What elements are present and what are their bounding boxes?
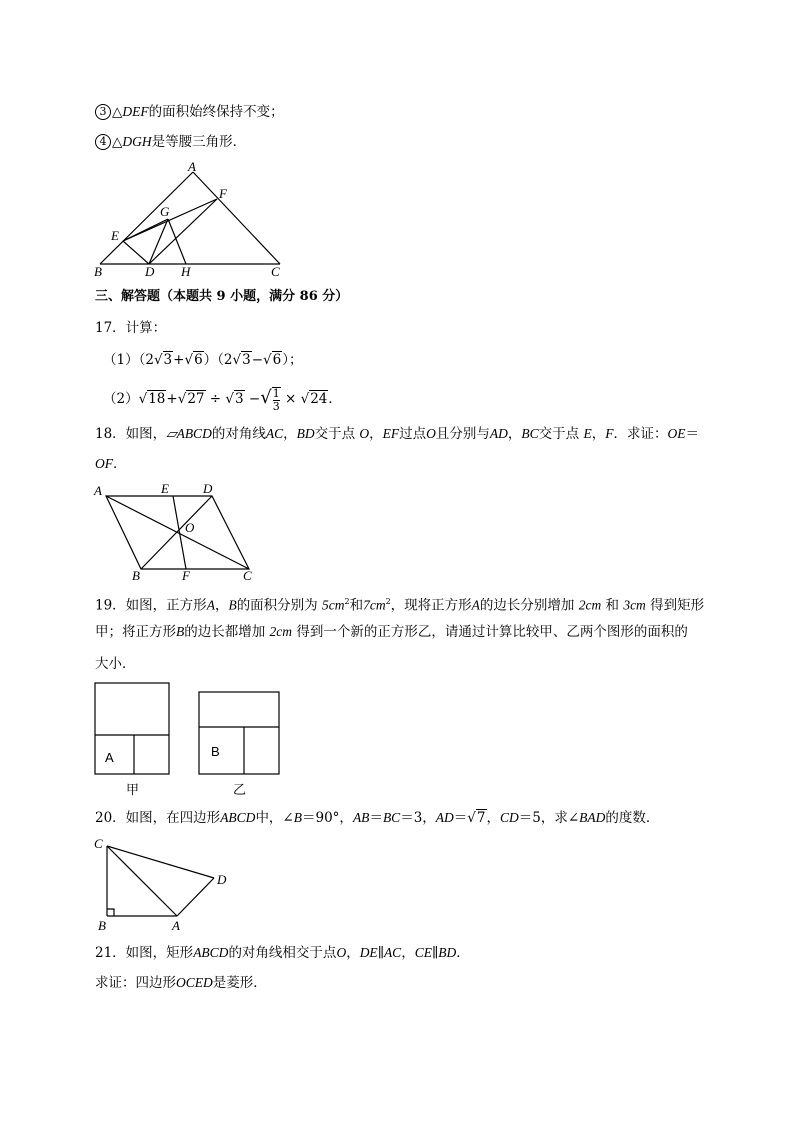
q17-part1: （1）（2√3+√6）（2√3−√6）； [103,352,303,368]
item-3: 3 △DEF的面积始终保持不变； [95,102,284,122]
q19-line3: 大小． [95,656,136,672]
label-C: C [94,836,103,851]
quadrilateral-figure-q20 [90,834,250,934]
label-E: E [161,481,169,496]
label-A: A [172,918,180,933]
rectangle-figures-q19 [90,678,290,800]
q19-line2: 甲；将正方形B的边长都增加 2cm 得到一个新的正方形乙，请通过计算比较甲、乙两个图形的面积的 [95,624,688,640]
q18-line2: OF． [95,456,127,472]
triangle-name: DEF [122,104,149,119]
q21-line1: 21．如图，矩形ABCD的对角线相交于点O，DE∥AC，CE∥BD． [95,945,470,961]
label-F: F [219,186,227,201]
label-D: D [217,872,227,887]
label-D: D [145,264,155,279]
circled-number-4: 4 [95,134,111,150]
label-E: E [111,228,119,243]
item-4: 4 △DGH是等腰三角形． [95,132,246,152]
square-label-A: A [105,750,114,765]
label-B: B [132,568,140,583]
q20-line: 20．如图，在四边形ABCD中，∠B＝90°，AB＝BC＝3，AD＝√7，CD＝5，求∠BAD的度数． [95,810,660,826]
label-F: F [182,568,190,583]
q19-line1: 19．如图，正方形A，B的面积分别为 $5cm^2$和$7cm^2$，现将正方形A的边长分别增加 2cm 和 3cm 得到矩形 [95,597,705,614]
q18-line1: 18．如图，▱ABCD的对角线AC，BD交于点 O，EF过点O且分别与AD，BC交于点 E，F．求证：OE＝ [95,426,699,442]
label-O: O [185,520,195,535]
q17-part2: （2）√18+√27 ÷ √3 −√ $\frac{1}{3}$ × √24． [103,386,342,413]
label-C: C [271,264,280,279]
caption-jia: 甲 [126,783,140,798]
section-title: 三、解答题（本题共 9 小题，满分 86 分） [95,289,349,304]
q17-heading: 17．计算： [95,320,167,336]
label-H: H [181,264,191,279]
parallelogram-figure-q18 [90,482,270,582]
q21-line2: 求证：四边形OCED是菱形． [95,975,267,991]
triangle-figure-q16 [90,158,290,278]
label-B: B [98,918,106,933]
label-G: G [160,204,170,219]
label-C: C [243,568,252,583]
triangle-name: DGH [122,134,152,149]
square-label-B: B [211,744,220,759]
circled-number-3: 3 [95,104,111,120]
label-A: A [188,159,196,174]
label-B: B [94,264,102,279]
fraction-one-third: $\frac{1}{3}$ [272,386,280,413]
label-D: D [203,481,213,496]
label-A: A [94,483,102,498]
caption-yi: 乙 [233,783,247,798]
